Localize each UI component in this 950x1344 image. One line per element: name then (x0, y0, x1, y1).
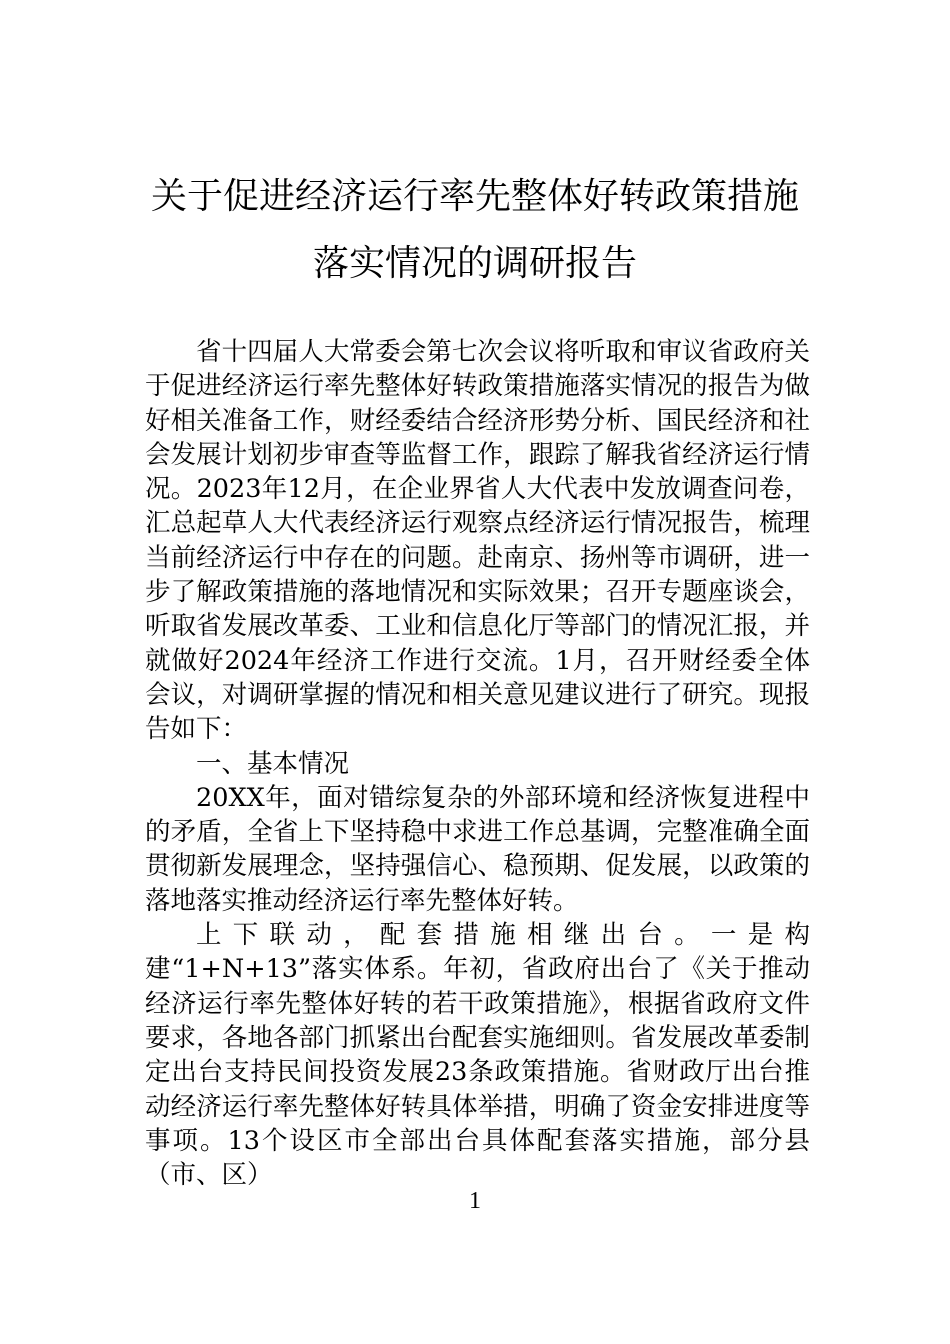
intro-paragraph: 省十四届人大常委会第七次会议将听取和审议省政府关于促进经济运行率先整体好转政策措施落实情况的报告为做好相关准备工作，财经委结合经济形势分析、国民经济和社会发展计划初步审查等监督工作，跟踪了解我省经济运行情况。2023年12月，在企业界省人大代表中发放调查问卷，汇总起草人大代表经济运行观察点经济运行情况报告，梳理当前经济运行中存在的问题。赴南京、扬州等市调研，进一步了解政策措施的落地情况和实际效果；召开专题座谈会，听取省发展改革委、工业和信息化厅等部门的情况汇报，并就做好2024年经济工作进行交流。1月，召开财经委全体会议，对调研掌握的情况和相关意见建议进行了研究。现报告如下： (145, 337, 810, 745)
body-paragraph: 20XX年，面对错综复杂的外部环境和经济恢复进程中的矛盾，全省上下坚持稳中求进工作总基调，完整准确全面贯彻新发展理念，坚持强信心、稳预期、促发展，以政策的落地落实推动经济运行率先整体好转。 (145, 782, 810, 916)
document-title-line-1: 关于促进经济运行率先整体好转政策措施 (150, 176, 799, 217)
page-number: 1 (469, 1188, 481, 1214)
body-paragraph: 上下联动，配套措施相继出台。一是构建“1+N+13”落实体系。年初，省政府出台了《关于推动经济运行率先整体好转的若干政策措施》，根据省政府文件要求，各地各部门抓紧出台配套实施细则。省发展改革委制定出台支持民间投资发展23条政策措施。省财政厅出台推动经济运行率先整体好转具体举措，明确了资金安排进度等事项。13个设区市全部出台具体配套落实措施，部分县（市、区） (145, 920, 810, 1191)
section-heading: 一、基本情况 (196, 748, 350, 779)
document-body (145, 335, 810, 1192)
document-title-line-2: 落实情况的调研报告 (312, 243, 637, 284)
